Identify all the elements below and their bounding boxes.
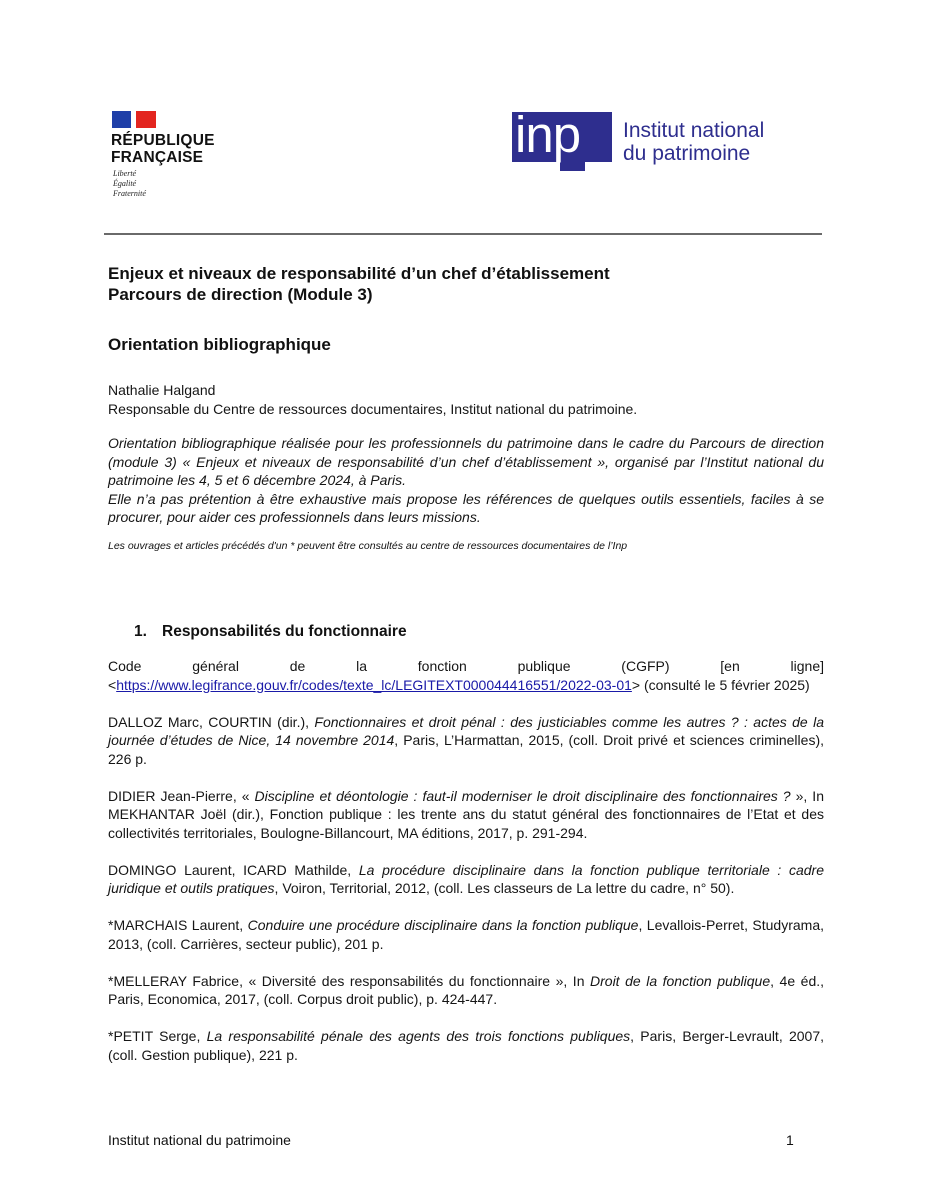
ref-text: , 4e éd., Paris, Economica, 2017, (coll. Corpus droit public), p. 424-447. [108, 972, 825, 1007]
author-role: Responsable du Centre de ressources documentaires, Institut national du patrimoine. [108, 400, 638, 417]
ref-text: , Paris, L’Harmattan, 2015, (coll. Droit privé et sciences criminelles), 226 p. [108, 732, 824, 767]
reference-list [108, 657, 824, 1083]
logo-title-line1: RÉPUBLIQUE [111, 132, 215, 149]
ref-text: *MARCHAIS Laurent, [108, 917, 248, 933]
reference-item [108, 861, 824, 898]
section-number: 1. [134, 623, 147, 640]
motto-egalite: Égalité [113, 179, 137, 188]
republique-francaise-logo [111, 132, 215, 166]
title-line1: Enjeux et niveaux de responsabilité d’un chef d’établissement [108, 264, 610, 283]
reference-item [108, 787, 824, 843]
section-heading [134, 622, 407, 642]
intro-block [108, 434, 824, 527]
ref-title: La procédure disciplinaire dans la fonction publique territoriale : cadre juridique et outils pratiques [108, 861, 824, 896]
reference-item [108, 657, 824, 694]
legifrance-link[interactable]: https://www.legifrance.gouv.fr/codes/texte_lc/LEGITEXT000044416551/2022-03-01 [116, 676, 632, 693]
inp-logo-name [623, 119, 764, 165]
logo-title-line2: FRANÇAISE [111, 149, 204, 166]
flag-red-band [136, 111, 156, 128]
ref-text: Code général de la fonction publique (CGFP) [en ligne] < [108, 658, 824, 693]
ref-title: Fonctionnaires et droit pénal : des justiciables comme les autres ? : actes de la journée d’études de Nice, 14 novembre 2014 [108, 713, 824, 748]
document-title [108, 263, 610, 305]
republic-motto [113, 169, 146, 199]
title-line2: Parcours de direction (Module 3) [108, 285, 373, 304]
inp-logo-acronym: inp [515, 106, 581, 163]
ref-title: La responsabilité pénale des agents des trois fonctions publiques [206, 1028, 631, 1044]
ref-title: Discipline et déontologie : faut-il moderniser le droit disciplinaire des fonctionnaires ? [254, 787, 791, 804]
intro-paragraph-2: Elle n’a pas prétention à être exhaustive mais propose les références de quelques outils essentiels, faciles à se procurer, pour aider ces professionnels dans leurs missions. [108, 490, 824, 525]
ref-text: *MELLERAY Fabrice, « Diversité des responsabilités du fonctionnaire », In [108, 972, 591, 989]
availability-note: Les ouvrages et articles précédés d'un * peuvent être consultés au centre de ressources documentaires de l’Inp [108, 540, 628, 552]
ref-text: *PETIT Serge, [108, 1028, 207, 1044]
page-number: 1 [786, 1132, 794, 1148]
author-name: Nathalie Halgand [108, 382, 216, 398]
ref-text: DIDIER Jean-Pierre, « [108, 787, 255, 804]
section-title: Responsabilités du fonctionnaire [162, 623, 407, 640]
ref-title: Conduire une procédure disciplinaire dans la fonction publique [247, 917, 639, 933]
marianne-flag-icon [112, 111, 156, 128]
ref-text: DALLOZ Marc, COURTIN (dir.), [108, 713, 315, 730]
ref-text: , Levallois-Perret, Studyrama, 2013, (coll. Carrières, secteur public), 201 p. [108, 917, 825, 952]
ref-text: , Voiron, Territorial, 2012, (coll. Les classeurs de La lettre du cadre, n° 50). [274, 880, 735, 896]
ref-text: , Paris, Berger-Levrault, 2007, (coll. Gestion publique), 221 p. [108, 1028, 824, 1063]
footer-institution: Institut national du patrimoine [108, 1132, 291, 1148]
ref-text: DOMINGO Laurent, ICARD Mathilde, [108, 861, 359, 878]
document-subtitle: Orientation bibliographique [108, 335, 331, 354]
motto-liberte: Liberté [113, 169, 137, 178]
motto-fraternite: Fraternité [113, 189, 146, 198]
inp-name-line2: du patrimoine [623, 142, 751, 165]
reference-item [108, 1027, 824, 1064]
ref-text: > (consulté le 5 février 2025) [631, 676, 810, 693]
intro-paragraph-1: Orientation bibliographique réalisée pour les professionnels du patrimoine dans le cadre du Parcours de direction (module 3) « Enjeux et niveaux de responsabilité d’un chef d’établissement », organisé par l’Institut national du patrimoine les 4, 5 et 6 décembre 2024, à Paris. [108, 435, 824, 488]
flag-blue-band [112, 111, 131, 128]
inp-name-line1: Institut national [623, 119, 765, 142]
ref-title: Droit de la fonction publique [590, 972, 771, 989]
author-block [108, 381, 824, 418]
reference-item [108, 972, 824, 1009]
ref-text: », In MEKHANTAR Joël (dir.), Fonction publique : les trente ans du statut général des fonctionnaires de l’Etat et des collectivités territoriales, Boulogne-Billancourt, MA éditions, 2017, p. 291-294. [108, 787, 824, 841]
reference-item [108, 916, 824, 953]
header-divider [104, 233, 822, 235]
reference-item [108, 713, 824, 769]
